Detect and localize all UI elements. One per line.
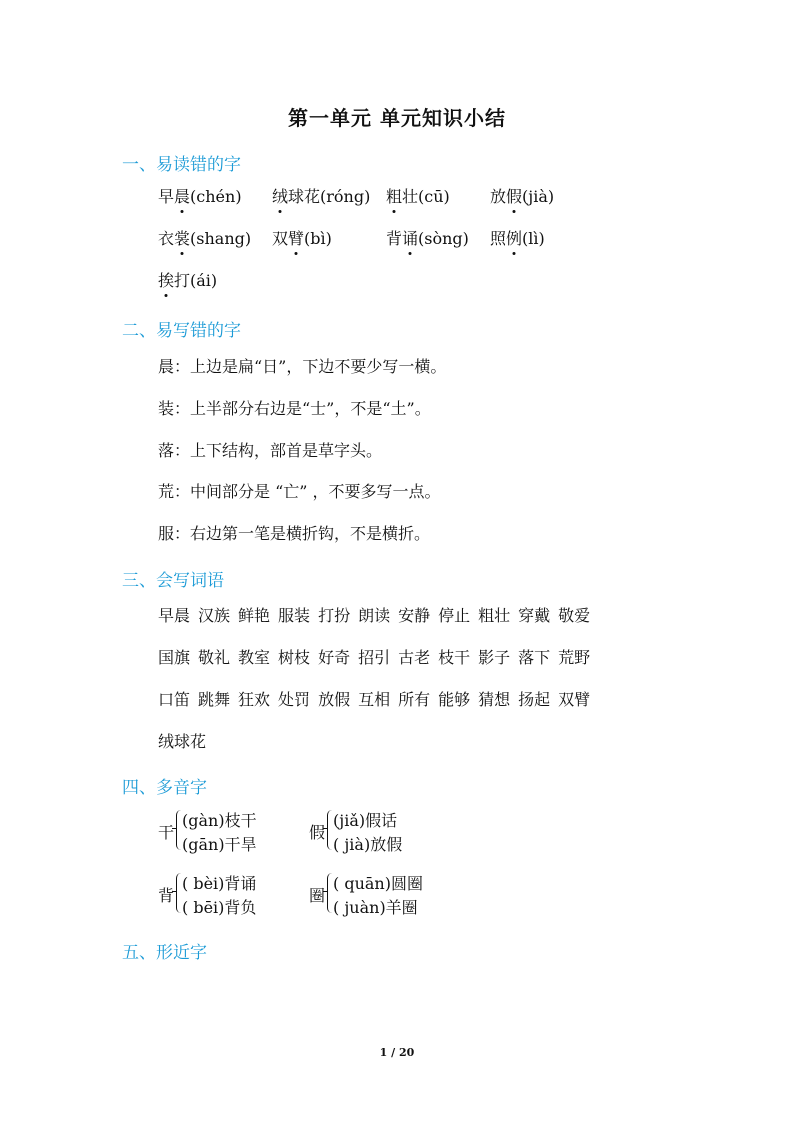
word-item: 招引: [358, 648, 391, 667]
word-item: 早晨: [158, 606, 191, 625]
word-item: 口笛: [158, 690, 191, 709]
reading-item: 照例(lì): [490, 227, 545, 251]
word-item: 落下: [518, 648, 551, 667]
word-item: 所有: [398, 690, 431, 709]
reading-item: 背诵(sòng): [386, 227, 469, 251]
word-item: 汉族: [198, 606, 231, 625]
word-row: [158, 646, 598, 670]
polyphone-reading: ( quān)圆圈: [333, 874, 423, 893]
word-item: 猜想: [478, 690, 511, 709]
word-item: 朗读: [358, 606, 391, 625]
word-item: 粗壮: [478, 606, 511, 625]
word-item: 鲜艳: [238, 606, 271, 625]
reading-item: 挨打(ái): [158, 269, 217, 293]
word-item: 敬爱: [558, 606, 591, 625]
word-item: 跳舞: [198, 690, 231, 709]
word-item: 古老: [398, 648, 431, 667]
polyphone-reading: (gàn)枝干: [182, 811, 257, 830]
polyphone-char: 圈: [309, 886, 326, 905]
word-item: 放假: [318, 690, 351, 709]
word-item: 荒野: [558, 648, 591, 667]
section-heading-similar-chars: 五、形近字: [122, 943, 207, 963]
word-item: 安静: [398, 606, 431, 625]
writing-note: 服：右边第一笔是横折钩，不是横折。: [158, 524, 431, 543]
word-item: 绒球花: [158, 732, 207, 751]
polyphone-reading: (jiǎ)假话: [333, 811, 398, 830]
reading-item: 放假(jià): [490, 185, 554, 209]
reading-item: 粗壮(cū): [386, 185, 450, 209]
polyphone-reading: ( juàn)羊圈: [333, 898, 418, 917]
word-item: 枝干: [438, 648, 471, 667]
writing-note: 荒：中间部分是 “亡” ，不要多写一点。: [158, 482, 441, 501]
writing-note: 落：上下结构，部首是草字头。: [158, 441, 383, 460]
word-item: 穿戴: [518, 606, 551, 625]
word-item: 互相: [358, 690, 391, 709]
polyphone-char: 背: [158, 886, 175, 905]
page-number: 1 / 20: [379, 1046, 415, 1059]
writing-note: 晨：上边是扁“日”，下边不要少写一横。: [158, 357, 447, 376]
word-item: 扬起: [518, 690, 551, 709]
polyphone-char: 干: [158, 823, 175, 842]
word-item: 狂欢: [238, 690, 271, 709]
reading-item: 绒球花(róng): [272, 185, 370, 209]
word-row: [158, 688, 598, 712]
word-item: 停止: [438, 606, 471, 625]
writing-note: 装：上半部分右边是“士”，不是“土”。: [158, 399, 431, 418]
section-heading-polyphones: 四、多音字: [122, 778, 207, 798]
word-item: 双臂: [558, 690, 591, 709]
section-heading-miswrite: 二、易写错的字: [122, 321, 241, 341]
reading-item: 衣裳(shang): [158, 227, 251, 251]
polyphone-char: 假: [309, 823, 326, 842]
word-item: 服装: [278, 606, 311, 625]
reading-item: 双臂(bì): [272, 227, 332, 251]
word-row: [158, 604, 598, 628]
page-title: 第一单元 单元知识小结: [288, 106, 506, 130]
word-item: 教室: [238, 648, 271, 667]
polyphone-reading: ( bēi)背负: [182, 898, 257, 917]
polyphone-reading: (gān)干旱: [182, 835, 257, 854]
word-item: 好奇: [318, 648, 351, 667]
word-item: 树枝: [278, 648, 311, 667]
section-heading-words: 三、会写词语: [122, 571, 224, 591]
word-item: 敬礼: [198, 648, 231, 667]
word-item: 处罚: [278, 690, 311, 709]
polyphone-reading: ( jià)放假: [333, 835, 403, 854]
polyphone-reading: ( bèi)背诵: [182, 874, 257, 893]
reading-item: 早晨(chén): [158, 185, 242, 209]
word-item: 能够: [438, 690, 471, 709]
word-item: 打扮: [318, 606, 351, 625]
section-heading-misread: 一、易读错的字: [122, 155, 241, 175]
word-item: 国旗: [158, 648, 191, 667]
word-row: [158, 730, 214, 754]
word-item: 影子: [478, 648, 511, 667]
